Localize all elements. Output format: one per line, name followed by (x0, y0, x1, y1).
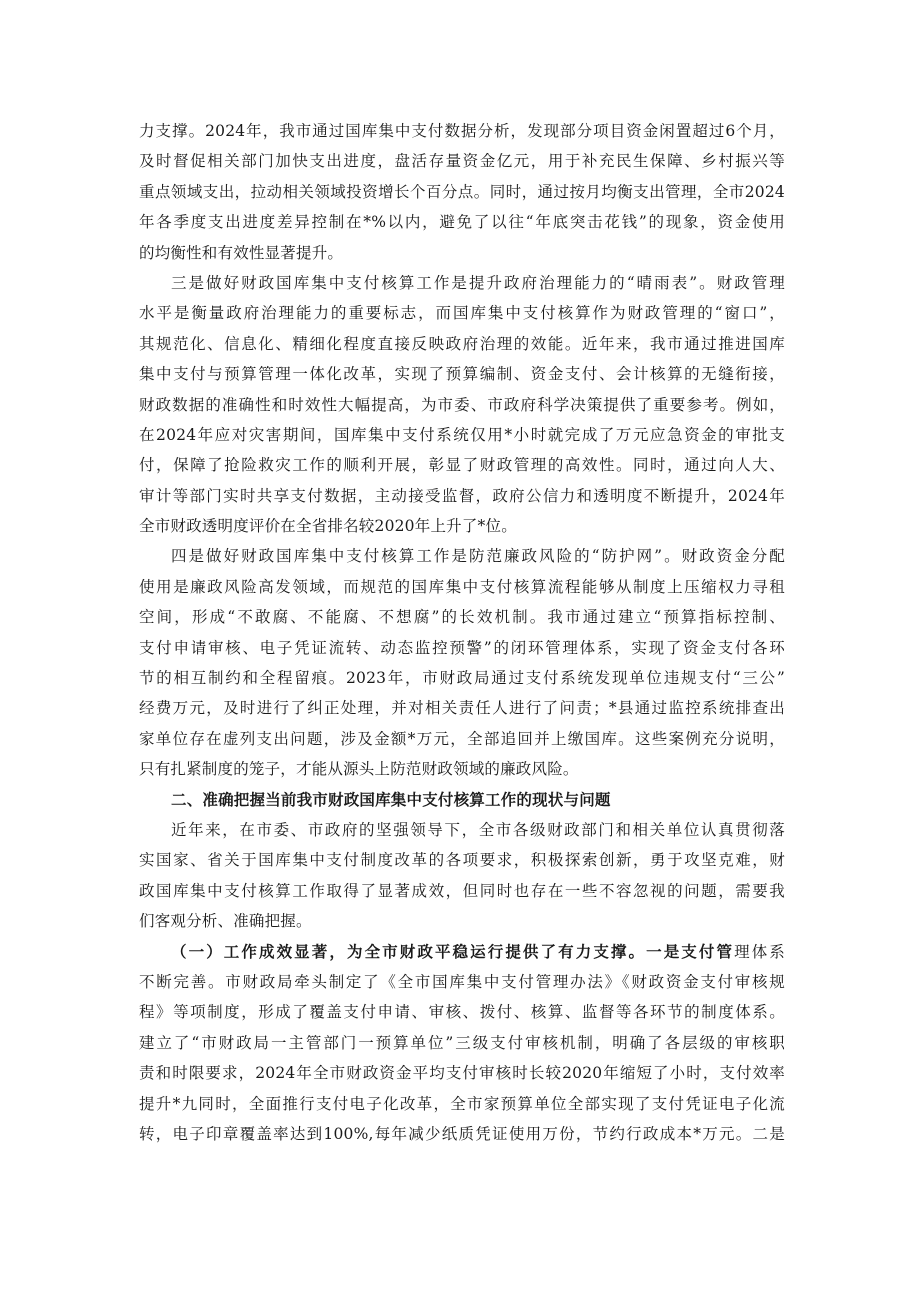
text-line: 及时督促相关部门加快支出进度，盘活存量资金亿元，用于补充民生保障、乡村振兴等 (139, 152, 785, 171)
subheading-rest-text: 理体系 (734, 942, 785, 961)
paragraph-p1 (139, 116, 785, 268)
section-heading: 二、准确把握当前我市财政国库集中支付核算工作的现状与问题 (171, 789, 611, 809)
text-line: 集中支付与预算管理一体化改革，实现了预算编制、资金支付、会计核算的无缝衔接， (139, 365, 785, 384)
text-line: 程》等项制度，形成了覆盖支付申请、审核、拨付、核算、监督等各环节的制度体系。 (139, 1003, 785, 1022)
text-line: 节的相互制约和全程留痕。2023年，市财政局通过支付系统发现单位违规支付“三公” (139, 669, 785, 688)
text-line: 财政数据的准确性和时效性大幅提高，为市委、市政府科学决策提供了重要参考。例如， (139, 395, 785, 414)
text-line: 经费万元，及时进行了纠正处理，并对相关责任人进行了问责；*县通过监控系统排查出 (139, 699, 785, 718)
document-page (139, 116, 785, 1149)
text-line: 建立了“市财政局一主管部门一预算单位”三级支付审核机制，明确了各层级的审核职 (139, 1033, 785, 1052)
text-line: 年各季度支出进度差异控制在*%以内，避免了以往“年底突击花钱”的现象，资金使用 (139, 213, 785, 232)
text-line: 只有扎紧制度的笼子，才能从源头上防范财政领域的廉政风险。 (139, 760, 579, 779)
paragraph-p3 (139, 541, 785, 784)
text-line: 四是做好财政国库集中支付核算工作是防范廉政风险的“防护网”。财政资金分配 (171, 547, 785, 566)
text-line: 支付申请审核、电子凭证流转、动态监控预警”的闭环管理体系，实现了资金支付各环 (139, 638, 785, 657)
text-line: 其规范化、信息化、精细化程度直接反映政府治理的效能。近年来，我市通过推进国库 (139, 334, 785, 353)
text-line: 的均衡性和有效性显著提升。 (139, 243, 344, 262)
paragraph-p5 (139, 937, 785, 1150)
text-line: 近年来，在市委、市政府的坚强领导下，全市各级财政部门和相关单位认真贯彻落 (171, 820, 785, 839)
text-line: 转，电子印章覆盖率达到100%,每年减少纸质凭证使用万份，节约行政成本*万元。二是 (139, 1124, 785, 1143)
text-line: 们客观分析、准确把握。 (139, 912, 312, 931)
text-line: 政国库集中支付核算工作取得了显著成效，但同时也存在一些不容忽视的问题，需要我 (139, 881, 785, 900)
text-line: 提升*九同时，全面推行支付电子化改革，全市家预算单位全部实现了支付凭证电子化流 (139, 1094, 785, 1113)
text-line: 重点领域支出，拉动相关领域投资增长个百分点。同时，通过按月均衡支出管理，全市2024 (139, 182, 785, 201)
text-line: 付，保障了抢险救灾工作的顺利开展，彰显了财政管理的高效性。同时，通过向人大、 (139, 456, 785, 475)
text-line: 审计等部门实时共享支付数据，主动接受监督，政府公信力和透明度不断提升，2024年 (139, 486, 785, 505)
paragraph-p2 (139, 268, 785, 542)
text-line: 家单位存在虚列支出问题，涉及金额*万元，全部追回并上缴国库。这些案例充分说明， (139, 729, 785, 748)
text-line: 在2024年应对灾害期间，国库集中支付系统仅用*小时就完成了万元应急资金的审批支 (139, 425, 785, 444)
paragraph-p4 (139, 815, 785, 937)
text-line: 力支撑。2024年，我市通过国库集中支付数据分析，发现部分项目资金闲置超过6个月， (139, 122, 785, 140)
text-line: 责和时限要求，2024年全市财政资金平均支付审核时长较2020年缩短了小时，支付效率 (139, 1064, 785, 1083)
text-line: 实国家、省关于国库集中支付制度改革的各项要求，积极探索创新，勇于攻坚克难，财 (139, 851, 785, 870)
text-line: 全市财政透明度评价在全省排名较2020年上升了*位。 (139, 517, 517, 536)
text-line: 水平是衡量政府治理能力的重要标志，而国库集中支付核算作为财政管理的“窗口”， (139, 304, 785, 323)
text-line: 三是做好财政国库集中支付核算工作是提升政府治理能力的“晴雨表”。财政管理 (171, 273, 785, 292)
subheading-bold-text: （一）工作成效显著，为全市财政平稳运行提供了有力支撑。一是支付管 (171, 941, 735, 961)
text-line: 使用是廉政风险高发领域，而规范的国库集中支付核算流程能够从制度上压缩权力寻租 (139, 577, 785, 596)
text-line: 不断完善。市财政局牵头制定了《全市国库集中支付管理办法》《财政资金支付审核规 (139, 972, 785, 991)
text-line-subheading (139, 937, 785, 967)
text-line: 空间，形成“不敢腐、不能腐、不想腐”的长效机制。我市通过建立“预算指标控制、 (139, 608, 785, 627)
